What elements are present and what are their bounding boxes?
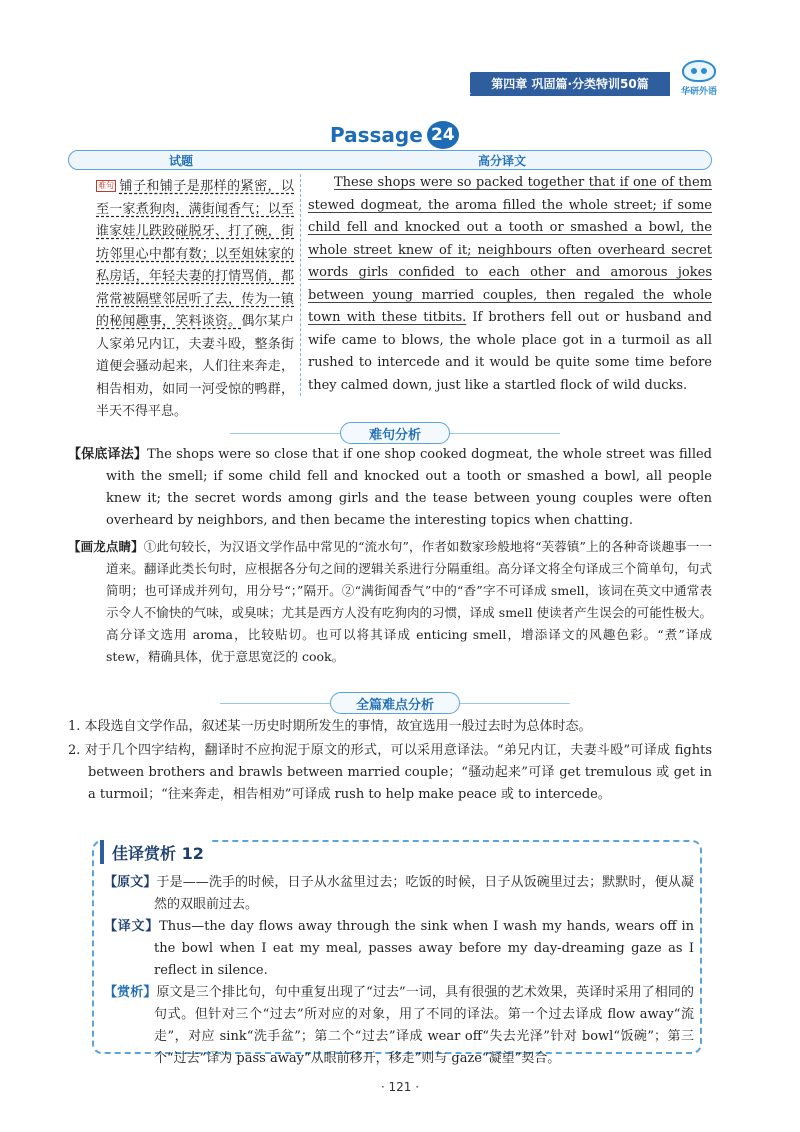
chapter-banner: 第四章 巩固篇·分类特训50篇 — [470, 72, 670, 94]
passage-word: Passage — [330, 123, 423, 147]
banner-underline — [470, 94, 670, 96]
full-analysis-title: 全篇难点分析 — [330, 692, 460, 714]
difficult-sentence-tag: 难句 — [98, 181, 114, 190]
passage-number-badge: 24 — [427, 121, 459, 149]
passage-title — [330, 120, 459, 150]
column-divider — [300, 174, 301, 396]
translation-label: 【译文】 — [104, 919, 160, 934]
logo-text: 华研外语 — [680, 87, 717, 97]
analysis-text: 原文是三个排比句，句中重复出现了“过去”一词，具有很强的艺术效果，英译时采用了相同的句式。但针对三个“过去”所对应的对象，用了不同的译法。第一个过去译成 flow away“流走”，对应 sink“洗手盆”；第二个“过去”译成 wear off“失去光泽”针对 bowl“饭碗”；第三个“过去”译为 pass away“从眼前移开，移走”则与 gaze“凝望”契合。 — [154, 985, 694, 1066]
appreciation-original — [104, 872, 694, 916]
page-number: · 121 · — [380, 1080, 420, 1094]
column-header-translation: 高分译文 — [477, 153, 526, 168]
source-text-column — [96, 176, 294, 424]
full-analysis-item-1: 1. 本段选自文学作品，叙述某一历史时期所发生的事情，故宜选用一般过去时为总体时态。 — [68, 719, 592, 734]
section-line-left — [230, 433, 340, 434]
highlight-paragraph — [68, 536, 712, 668]
section-line-right — [450, 433, 560, 434]
appreciation-translation-text: Thus—the day flows away through the sink when I wash my hands, wears off in the bowl when I eat my meal, passes away before my day-dreaming gaze as I reflect in silence. — [154, 919, 694, 978]
publisher-logo — [674, 60, 724, 100]
frog-logo-icon — [682, 60, 716, 82]
appreciation-title: 佳译赏析 12 — [100, 840, 212, 864]
column-header-question: 试题 — [168, 153, 193, 168]
original-label: 【原文】 — [104, 875, 157, 890]
translation-underlined: These shops were so packed together that if one of them stewed dogmeat, the aroma filled the whole street; if some child fell and knocked out a tooth or smashed a bowl, the whole street knew of it; neighbours often overheard secret words girls confided to each other and amorous jokes between young married couples, then regaled the whole town with these titbits. — [308, 175, 712, 325]
source-text-rest: 偶尔某户人家弟兄内讧，夫妻斗殴，整条街道便会骚动起来，人们往来奔走，相告相劝，如同一河受惊的鸭群，半天不得平息。 — [96, 314, 294, 419]
highlight-label: 【画龙点睛】 — [68, 539, 144, 554]
column-header-bar — [68, 150, 712, 170]
appreciation-analysis — [104, 982, 694, 1070]
full-analysis-item-2: 2. 对于几个四字结构，翻译时不应拘泥于原文的形式，可以采用意译法。“弟兄内讧，夫妻斗殴”可译成 fights between brothers and brawls between married couple；“骚动起来”可译 get tremulous 或 get in a turmoil；“往来奔走，相告相劝”可译成 rush to help make peace 或 to intercede。 — [68, 743, 712, 802]
appreciation-translation — [104, 916, 694, 982]
appreciation-body — [104, 872, 694, 1070]
source-text-underlined: 铺子和铺子是那样的紧密，以至一家煮狗肉，满街闻香气；以至谁家娃儿跌跤碰脱牙、打了碗，街坊邻里心中都有数；以至姐妹家的私房话，年轻夫妻的打情骂俏，都常常被隔壁邻居听了去，传为一镇的秘闻趣事，笑料谈资。 — [96, 179, 294, 329]
section-line-left-2 — [220, 703, 330, 704]
translation-rest: If brothers fell out or husband and wife came to blows, the whole place got in a turmoil as all rushed to intercede and it would be quite some time before they calmed down, just like a startled flock of wild ducks. — [308, 310, 712, 393]
analysis-label: 【赏析】 — [104, 985, 157, 1000]
highlight-text: ①此句较长，为汉语文学作品中常见的“流水句”，作者如数家珍般地将“芙蓉镇”上的各种奇谈趣事一一道来。翻译此类长句时，应根据各分句之间的逻辑关系进行分隔重组。高分译文将全句译成三个简单句，句式简明；也可译成并列句，用分号“；”隔开。②“满街闻香气”中的“香”字不可译成 smell，该词在英文中通常表示令人不愉快的气味，或臭味；尤其是西方人没有吃狗肉的习惯，译成 smell 使读者产生误会的可能性极大。高分译文选用 aroma，比较贴切。也可以将其译成 enticing smell，增添译文的风趣色彩。“煮”译成 stew，精确具体，优于意思宽泛的 cook。 — [106, 539, 712, 664]
safe-translation-paragraph — [68, 444, 712, 532]
safe-translation-label: 【保底译法】 — [68, 447, 148, 462]
safe-translation-text: The shops were so close that if one shop cooked dogmeat, the whole street was filled with the smell; if some child fell and knocked out a tooth or smashed a bowl, all people knew it; the secret words among girls and the tease between young couples were often overheard by neighbors, and then became the interesting topics when chatting. — [106, 447, 712, 528]
difficult-analysis-title: 难句分析 — [340, 422, 450, 444]
original-text: 于是——洗手的时候，日子从水盆里过去；吃饭的时候，日子从饭碗里过去；默默时，便从凝然的双眼前过去。 — [154, 875, 694, 912]
translation-column — [308, 172, 712, 397]
section-line-right-2 — [460, 703, 570, 704]
